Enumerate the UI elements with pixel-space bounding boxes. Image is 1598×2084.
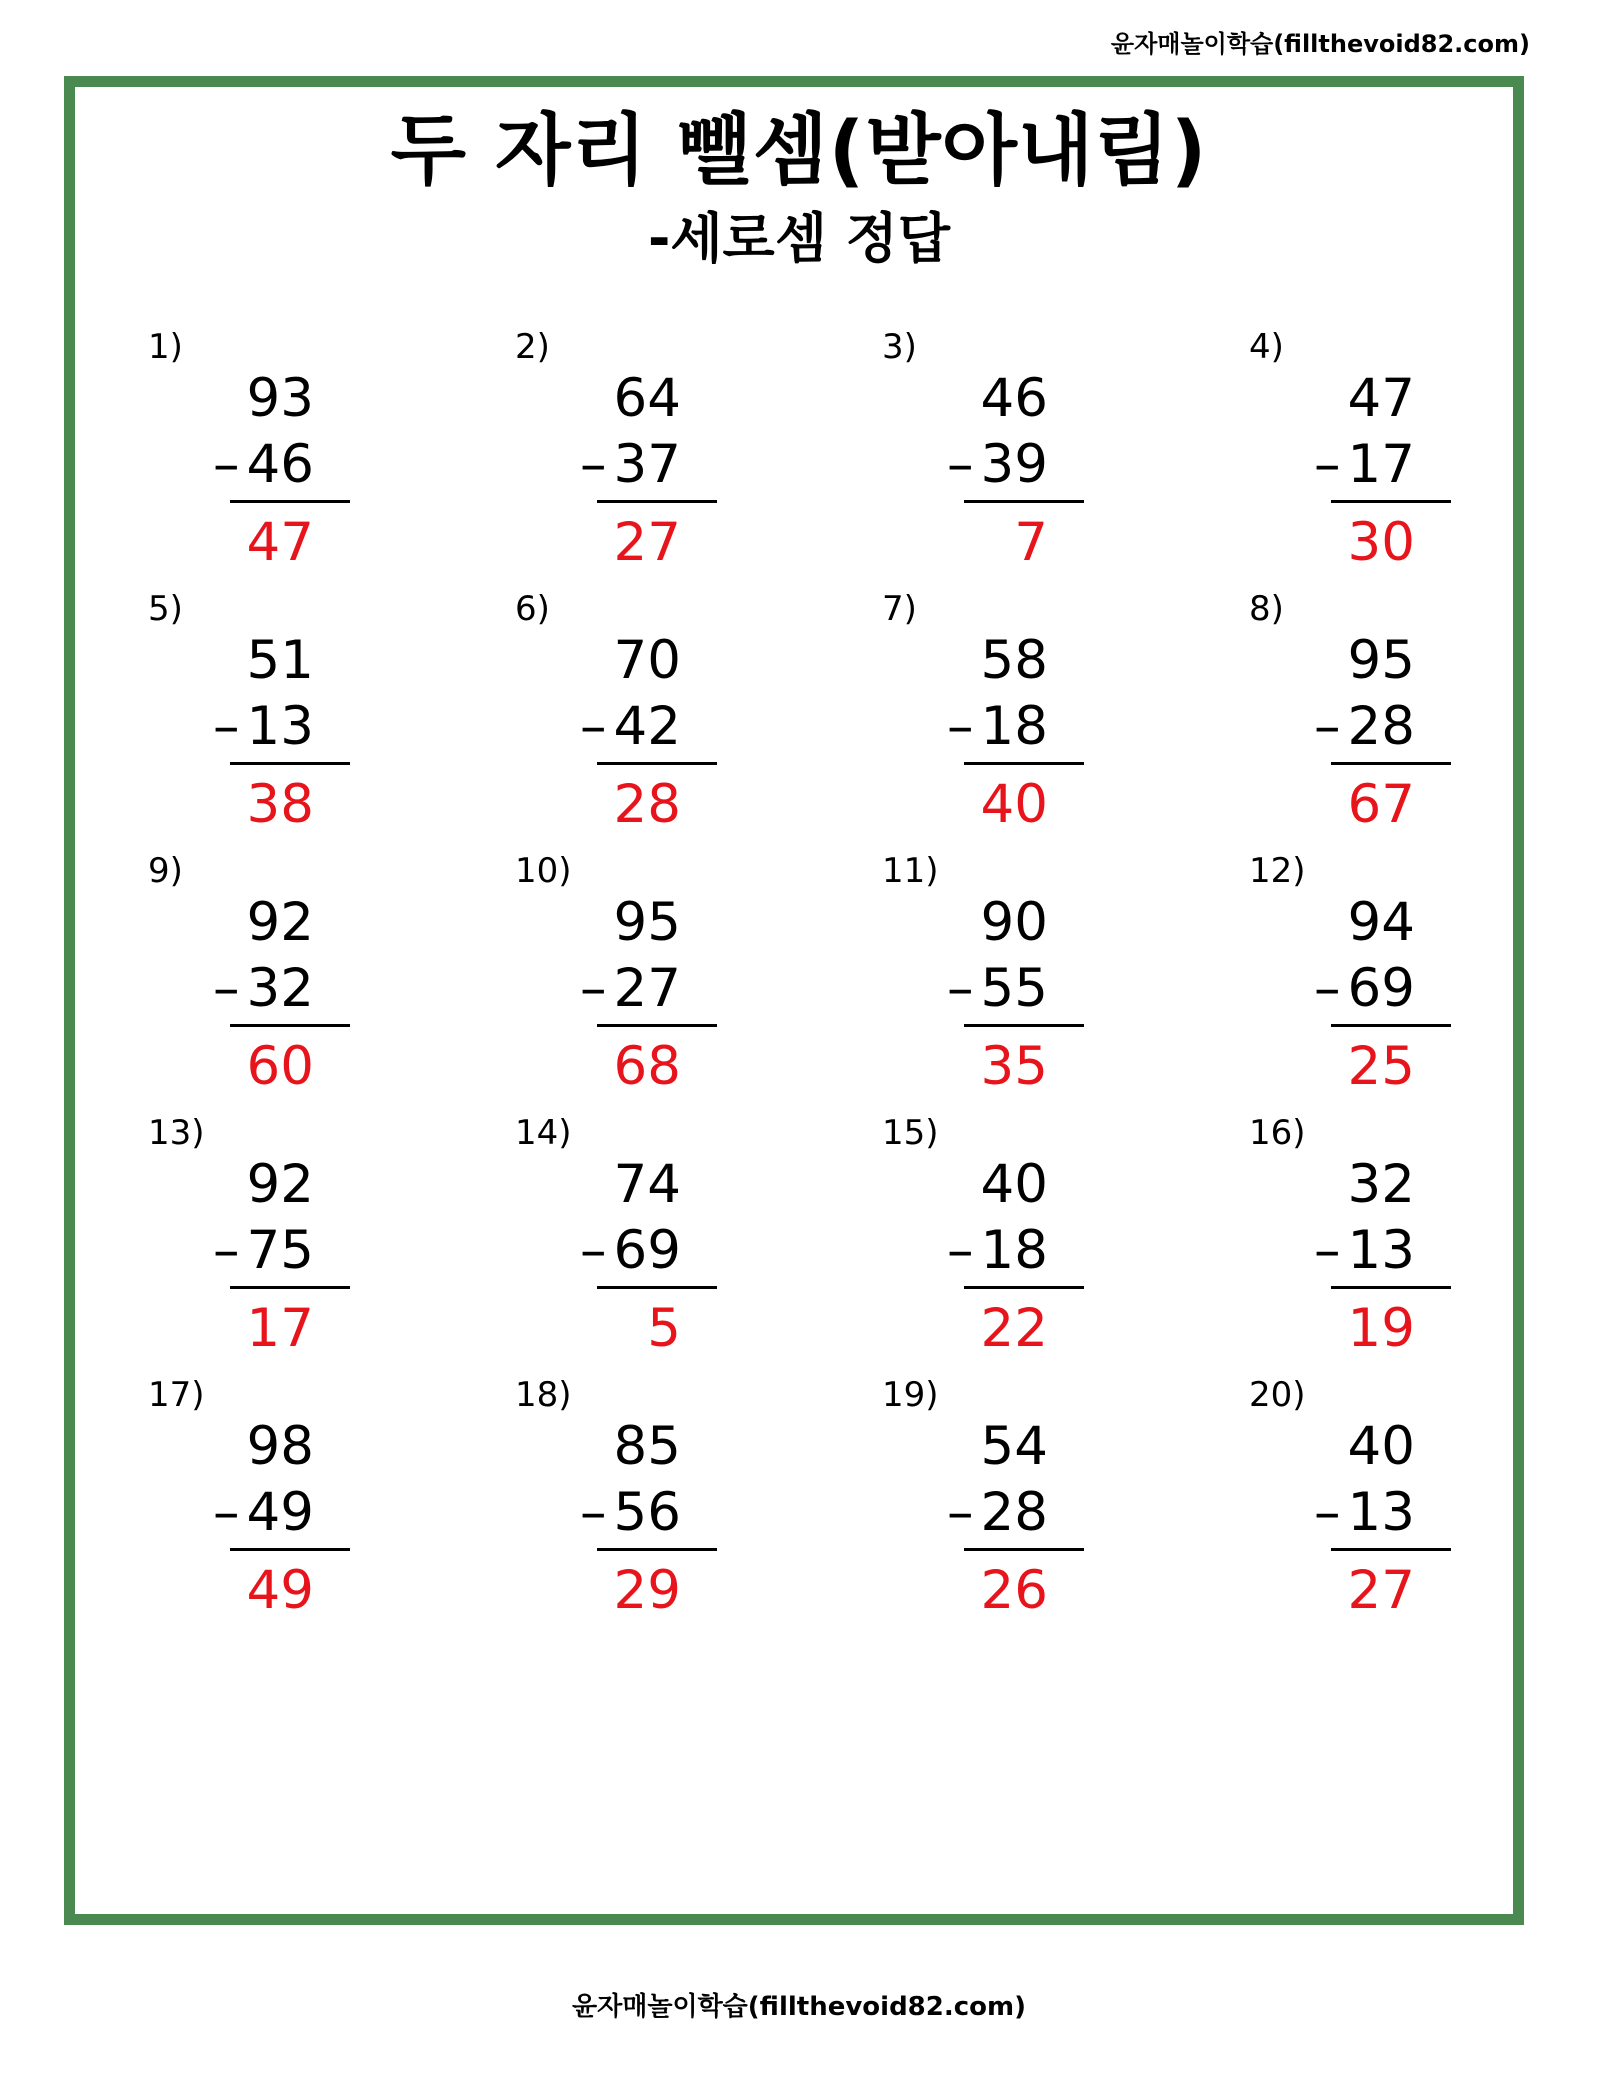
problem-18 [515, 1375, 815, 1621]
answer: 5 [647, 1298, 681, 1359]
problem-number: 7) [882, 589, 917, 629]
problem-number: 10) [515, 851, 572, 891]
answer-line [230, 1024, 350, 1027]
subtrahend: 28 [1347, 696, 1415, 757]
answer-line [964, 500, 1084, 503]
problem-number: 3) [882, 327, 917, 367]
problem-15 [882, 1113, 1182, 1359]
minuend: 92 [246, 1154, 314, 1215]
problem-number: 4) [1249, 327, 1284, 367]
subtrahend: 39 [980, 434, 1048, 495]
minuend: 85 [613, 1416, 681, 1477]
minus-sign: – [213, 958, 240, 1019]
subtrahend: 32 [246, 958, 314, 1019]
problem-17 [148, 1375, 448, 1621]
minuend: 93 [246, 368, 314, 429]
header-credit: 윤자매놀이학습(fillthevoid82.com) [1110, 30, 1530, 58]
minus-sign: – [947, 1482, 974, 1543]
answer: 27 [613, 512, 681, 573]
minus-sign: – [1314, 1482, 1341, 1543]
subtrahend: 18 [980, 696, 1048, 757]
problem-number: 6) [515, 589, 550, 629]
problem-number: 8) [1249, 589, 1284, 629]
answer: 17 [246, 1298, 314, 1359]
problem-11 [882, 851, 1182, 1097]
subtrahend: 55 [980, 958, 1048, 1019]
subtrahend: 69 [1347, 958, 1415, 1019]
problem-number: 12) [1249, 851, 1306, 891]
minuend: 64 [613, 368, 681, 429]
minuend: 94 [1347, 892, 1415, 953]
subtrahend: 27 [613, 958, 681, 1019]
answer-line [230, 1286, 350, 1289]
answer-line [964, 1024, 1084, 1027]
problem-number: 11) [882, 851, 939, 891]
minuend: 74 [613, 1154, 681, 1215]
problem-20 [1249, 1375, 1549, 1621]
subtrahend: 17 [1347, 434, 1415, 495]
answer: 30 [1347, 512, 1415, 573]
answer: 68 [613, 1036, 681, 1097]
answer: 40 [980, 774, 1048, 835]
subtrahend: 28 [980, 1482, 1048, 1543]
minus-sign: – [580, 958, 607, 1019]
minus-sign: – [1314, 958, 1341, 1019]
answer-line [230, 1548, 350, 1551]
minuend: 54 [980, 1416, 1048, 1477]
answer-line [964, 1286, 1084, 1289]
problem-number: 17) [148, 1375, 205, 1415]
problem-number: 2) [515, 327, 550, 367]
answer-line [964, 762, 1084, 765]
answer: 67 [1347, 774, 1415, 835]
answer: 26 [980, 1560, 1048, 1621]
answer-line [597, 1286, 717, 1289]
problem-16 [1249, 1113, 1549, 1359]
problem-number: 16) [1249, 1113, 1306, 1153]
answer-line [1331, 1024, 1451, 1027]
problem-6 [515, 589, 815, 835]
answer: 60 [246, 1036, 314, 1097]
minus-sign: – [213, 1482, 240, 1543]
problem-number: 19) [882, 1375, 939, 1415]
problem-8 [1249, 589, 1549, 835]
subtrahend: 13 [246, 696, 314, 757]
problem-4 [1249, 327, 1549, 573]
minuend: 40 [1347, 1416, 1415, 1477]
subtrahend: 13 [1347, 1220, 1415, 1281]
minus-sign: – [947, 434, 974, 495]
subtrahend: 69 [613, 1220, 681, 1281]
minuend: 90 [980, 892, 1048, 953]
minuend: 32 [1347, 1154, 1415, 1215]
problem-number: 14) [515, 1113, 572, 1153]
problem-number: 18) [515, 1375, 572, 1415]
minus-sign: – [580, 434, 607, 495]
problem-14 [515, 1113, 815, 1359]
minus-sign: – [1314, 696, 1341, 757]
problem-12 [1249, 851, 1549, 1097]
minuend: 47 [1347, 368, 1415, 429]
answer: 29 [613, 1560, 681, 1621]
minus-sign: – [1314, 1220, 1341, 1281]
problem-10 [515, 851, 815, 1097]
minus-sign: – [213, 434, 240, 495]
problem-number: 15) [882, 1113, 939, 1153]
minuend: 58 [980, 630, 1048, 691]
problem-number: 13) [148, 1113, 205, 1153]
problem-number: 20) [1249, 1375, 1306, 1415]
minus-sign: – [580, 1482, 607, 1543]
subtrahend: 56 [613, 1482, 681, 1543]
problem-7 [882, 589, 1182, 835]
page-subtitle: -세로셈 정답 [647, 207, 951, 270]
page-title: 두 자리 뺄셈(받아내림) [390, 106, 1208, 196]
minus-sign: – [580, 696, 607, 757]
minuend: 40 [980, 1154, 1048, 1215]
subtrahend: 46 [246, 434, 314, 495]
minus-sign: – [947, 696, 974, 757]
subtrahend: 75 [246, 1220, 314, 1281]
problem-2 [515, 327, 815, 573]
subtrahend: 18 [980, 1220, 1048, 1281]
minus-sign: – [213, 1220, 240, 1281]
answer-line [597, 762, 717, 765]
answer-line [1331, 1548, 1451, 1551]
answer: 35 [980, 1036, 1048, 1097]
answer: 27 [1347, 1560, 1415, 1621]
problem-9 [148, 851, 448, 1097]
minuend: 98 [246, 1416, 314, 1477]
minus-sign: – [947, 958, 974, 1019]
subtrahend: 37 [613, 434, 681, 495]
problem-number: 5) [148, 589, 183, 629]
answer: 25 [1347, 1036, 1415, 1097]
problem-13 [148, 1113, 448, 1359]
problem-number: 1) [148, 327, 183, 367]
answer-line [230, 500, 350, 503]
answer-line [597, 500, 717, 503]
answer: 47 [246, 512, 314, 573]
minuend: 92 [246, 892, 314, 953]
minuend: 51 [246, 630, 314, 691]
answer-line [230, 762, 350, 765]
subtrahend: 49 [246, 1482, 314, 1543]
answer: 19 [1347, 1298, 1415, 1359]
answer-line [964, 1548, 1084, 1551]
answer: 49 [246, 1560, 314, 1621]
answer-line [1331, 762, 1451, 765]
answer-line [1331, 500, 1451, 503]
problem-number: 9) [148, 851, 183, 891]
answer-line [597, 1548, 717, 1551]
answer: 38 [246, 774, 314, 835]
minus-sign: – [213, 696, 240, 757]
problem-1 [148, 327, 448, 573]
answer-line [597, 1024, 717, 1027]
minuend: 70 [613, 630, 681, 691]
answer: 22 [980, 1298, 1048, 1359]
answer: 7 [1014, 512, 1048, 573]
problem-3 [882, 327, 1182, 573]
subtrahend: 13 [1347, 1482, 1415, 1543]
footer-credit: 윤자매놀이학습(fillthevoid82.com) [571, 1992, 1026, 2022]
answer: 28 [613, 774, 681, 835]
minus-sign: – [1314, 434, 1341, 495]
minuend: 95 [613, 892, 681, 953]
minuend: 46 [980, 368, 1048, 429]
minus-sign: – [947, 1220, 974, 1281]
subtrahend: 42 [613, 696, 681, 757]
answer-line [1331, 1286, 1451, 1289]
minuend: 95 [1347, 630, 1415, 691]
problem-19 [882, 1375, 1182, 1621]
problem-5 [148, 589, 448, 835]
minus-sign: – [580, 1220, 607, 1281]
